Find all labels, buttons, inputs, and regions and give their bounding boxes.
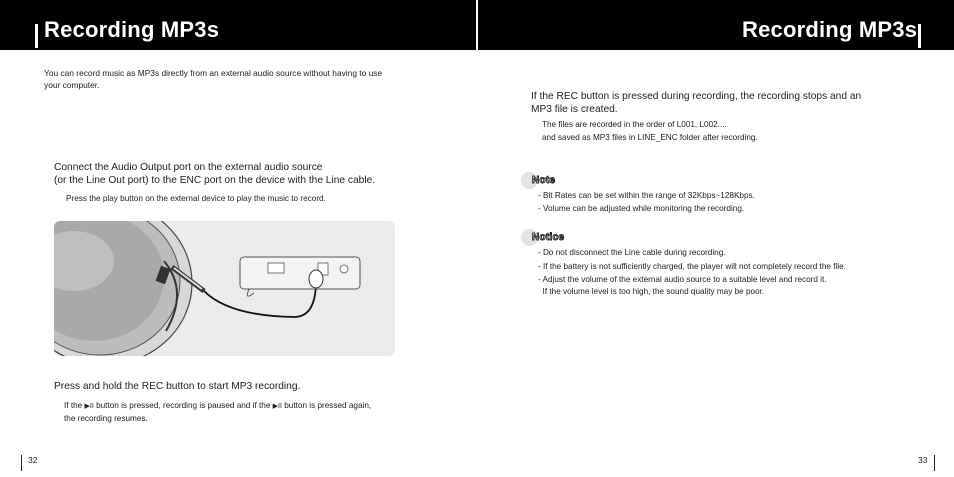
player-cable-diagram xyxy=(54,221,395,356)
note-heading xyxy=(521,172,555,189)
left-page-title: Recording MP3s xyxy=(44,17,220,42)
device-port-a xyxy=(268,263,284,273)
note-item-2: - Volume can be adjusted while monitoring the recording. xyxy=(538,204,745,213)
external-device xyxy=(240,257,360,289)
device-port-c xyxy=(340,265,348,273)
left-header-bar xyxy=(0,0,476,50)
rec-text-line-2: MP3 file is created. xyxy=(531,104,618,115)
step2-subtext-line-2: the recording resumes. xyxy=(64,414,148,423)
play-pause-icon: ▶II xyxy=(272,403,282,410)
play-pause-icon: ▶II xyxy=(84,403,94,410)
step1-line-1: Connect the Audio Output port on the external audio source xyxy=(54,162,323,173)
intro-line-1: You can record music as MP3s directly from an external audio source without having to use xyxy=(44,68,383,78)
step2-subtext-line-1 xyxy=(64,400,371,413)
step1-subtext: Press the play button on the external device to play the music to record. xyxy=(66,194,326,203)
note-title: Note xyxy=(532,175,556,186)
left-page-tick xyxy=(21,455,22,471)
step2-sub-part1: If the xyxy=(64,401,83,410)
rec-text-line-1: If the REC button is pressed during recording, the recording stops and an xyxy=(531,91,862,102)
rec-sub-line-2: and saved as MP3 files in LINE_ENC folder after recording. xyxy=(542,133,758,142)
right-header-accent xyxy=(918,24,921,48)
notice-title: Notice xyxy=(532,232,565,243)
rec-sub-line-1: The files are recorded in the order of L001, L002.... xyxy=(542,120,727,129)
notice-item-3: - Adjust the volume of the external audio source to a suitable level and record it. xyxy=(538,275,827,284)
device-foot xyxy=(247,289,254,296)
intro-line-2: your computer. xyxy=(44,80,100,90)
step1-line-2: (or the Line Out port) to the ENC port on the device with the Line cable. xyxy=(54,175,376,186)
step2-sub-part2: button is pressed, recording is paused and if the xyxy=(96,401,271,410)
right-page-number: 33 xyxy=(918,455,928,465)
step2-text: Press and hold the REC button to start MP3 recording. xyxy=(54,381,301,392)
notice-heading xyxy=(521,229,564,246)
left-header-accent xyxy=(35,24,38,48)
step2-sub-part3: button is pressed again, xyxy=(284,401,372,410)
right-page-title: Recording MP3s xyxy=(742,17,918,42)
connection-illustration xyxy=(54,221,395,356)
right-header-bar xyxy=(478,0,954,50)
left-page-number: 32 xyxy=(28,455,38,465)
right-page-tick xyxy=(934,455,935,471)
notice-item-2: - If the battery is not sufficiently charged, the player will not completely record the file. xyxy=(538,262,846,271)
notice-item-1: - Do not disconnect the Line cable during recording. xyxy=(538,248,726,257)
notice-item-4: If the volume level is too high, the sound quality may be poor. xyxy=(538,287,765,296)
cable-connector xyxy=(309,270,323,288)
note-item-1: - Bit Rates can be set within the range of 32Kbps~128Kbps. xyxy=(538,191,755,200)
